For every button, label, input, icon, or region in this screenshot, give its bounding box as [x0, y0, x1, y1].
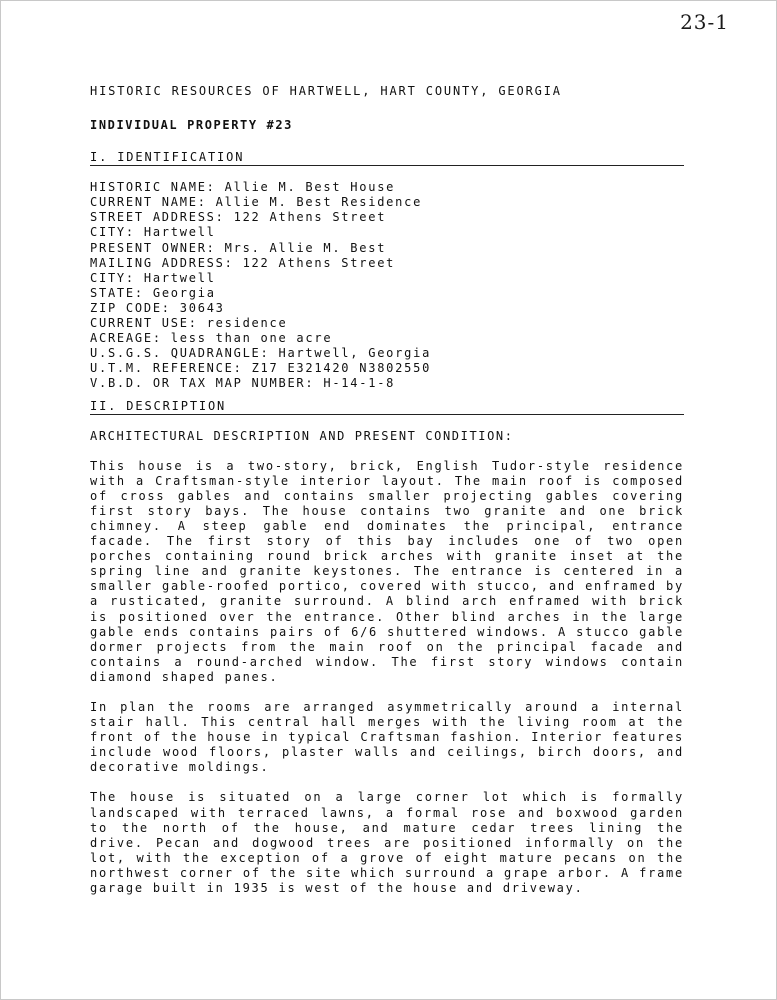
section-identification-heading: I. IDENTIFICATION: [90, 150, 684, 166]
field-street-address: STREET ADDRESS: 122 Athens Street: [90, 210, 387, 225]
identification-fields: [90, 180, 684, 391]
section-description-heading: II. DESCRIPTION: [90, 399, 684, 415]
description-subheading: ARCHITECTURAL DESCRIPTION AND PRESENT CONDITION:: [90, 428, 514, 443]
document-body: [90, 84, 684, 896]
field-present-owner: PRESENT OWNER: Mrs. Allie M. Best: [90, 240, 387, 255]
field-tax-map-number: V.B.D. OR TAX MAP NUMBER: H-14-1-8: [90, 376, 396, 391]
field-historic-name: HISTORIC NAME: Allie M. Best House: [90, 180, 396, 195]
field-state: STATE: Georgia: [90, 285, 216, 300]
field-utm-reference: U.T.M. REFERENCE: Z17 E321420 N3802550: [90, 361, 432, 376]
description-paragraph-interior: In plan the rooms are arranged asymmetrically around a internal stair hall. This central hall merges with the living room at the front of the house in typical Craftsman fashion. Interior features include wood floors, plaster walls and ceilings, birch doors, and decorative moldings.: [90, 700, 684, 775]
property-heading: INDIVIDUAL PROPERTY #23: [90, 118, 293, 133]
field-mailing-address: MAILING ADDRESS: 122 Athens Street: [90, 255, 396, 270]
field-usgs-quadrangle: U.S.G.S. QUADRANGLE: Hartwell, Georgia: [90, 346, 432, 361]
description-paragraph-site: The house is situated on a large corner lot which is formally landscaped with terraced lawns, a formal rose and boxwood garden to the north of the house, and mature cedar trees lining the drive. Pecan and dogwood trees are positioned informally on the lot, with the exception of a grove of eight mature pecans on the northwest corner of the site which surround a grape arbor. A frame garage built in 1935 is west of the house and driveway.: [90, 790, 684, 896]
handwritten-page-number: 23-1: [680, 10, 729, 34]
field-mailing-city: CITY: Hartwell: [90, 270, 216, 285]
field-current-name: CURRENT NAME: Allie M. Best Residence: [90, 195, 423, 210]
field-city: CITY: Hartwell: [90, 225, 216, 240]
document-title: HISTORIC RESOURCES OF HARTWELL, HART COUNTY, GEORGIA: [90, 84, 562, 98]
description-paragraph-exterior: This house is a two-story, brick, English Tudor-style residence with a Craftsman-style interior layout. The main roof is composed of cross gables and contains smaller projecting gables covering first story bays. The house contains two granite and one brick chimney. A steep gable end dominates the principal, entrance facade. The first story of this bay includes one of two open porches containing round brick arches with granite inset at the spring line and granite keystones. The entrance is centered in a smaller gable-roofed portico, covered with stucco, and enframed by a rusticated, granite surround. A blind arch enframed with brick is positioned over the entrance. Other blind arches in the large gable ends contains pairs of 6/6 shuttered windows. A stucco gable dormer projects from the main roof on the principal facade and contains a round-arched window. The first story windows contain diamond shaped panes.: [90, 458, 684, 684]
field-zip-code: ZIP CODE: 30643: [90, 300, 225, 315]
field-current-use: CURRENT USE: residence: [90, 316, 288, 331]
field-acreage: ACREAGE: less than one acre: [90, 331, 333, 346]
